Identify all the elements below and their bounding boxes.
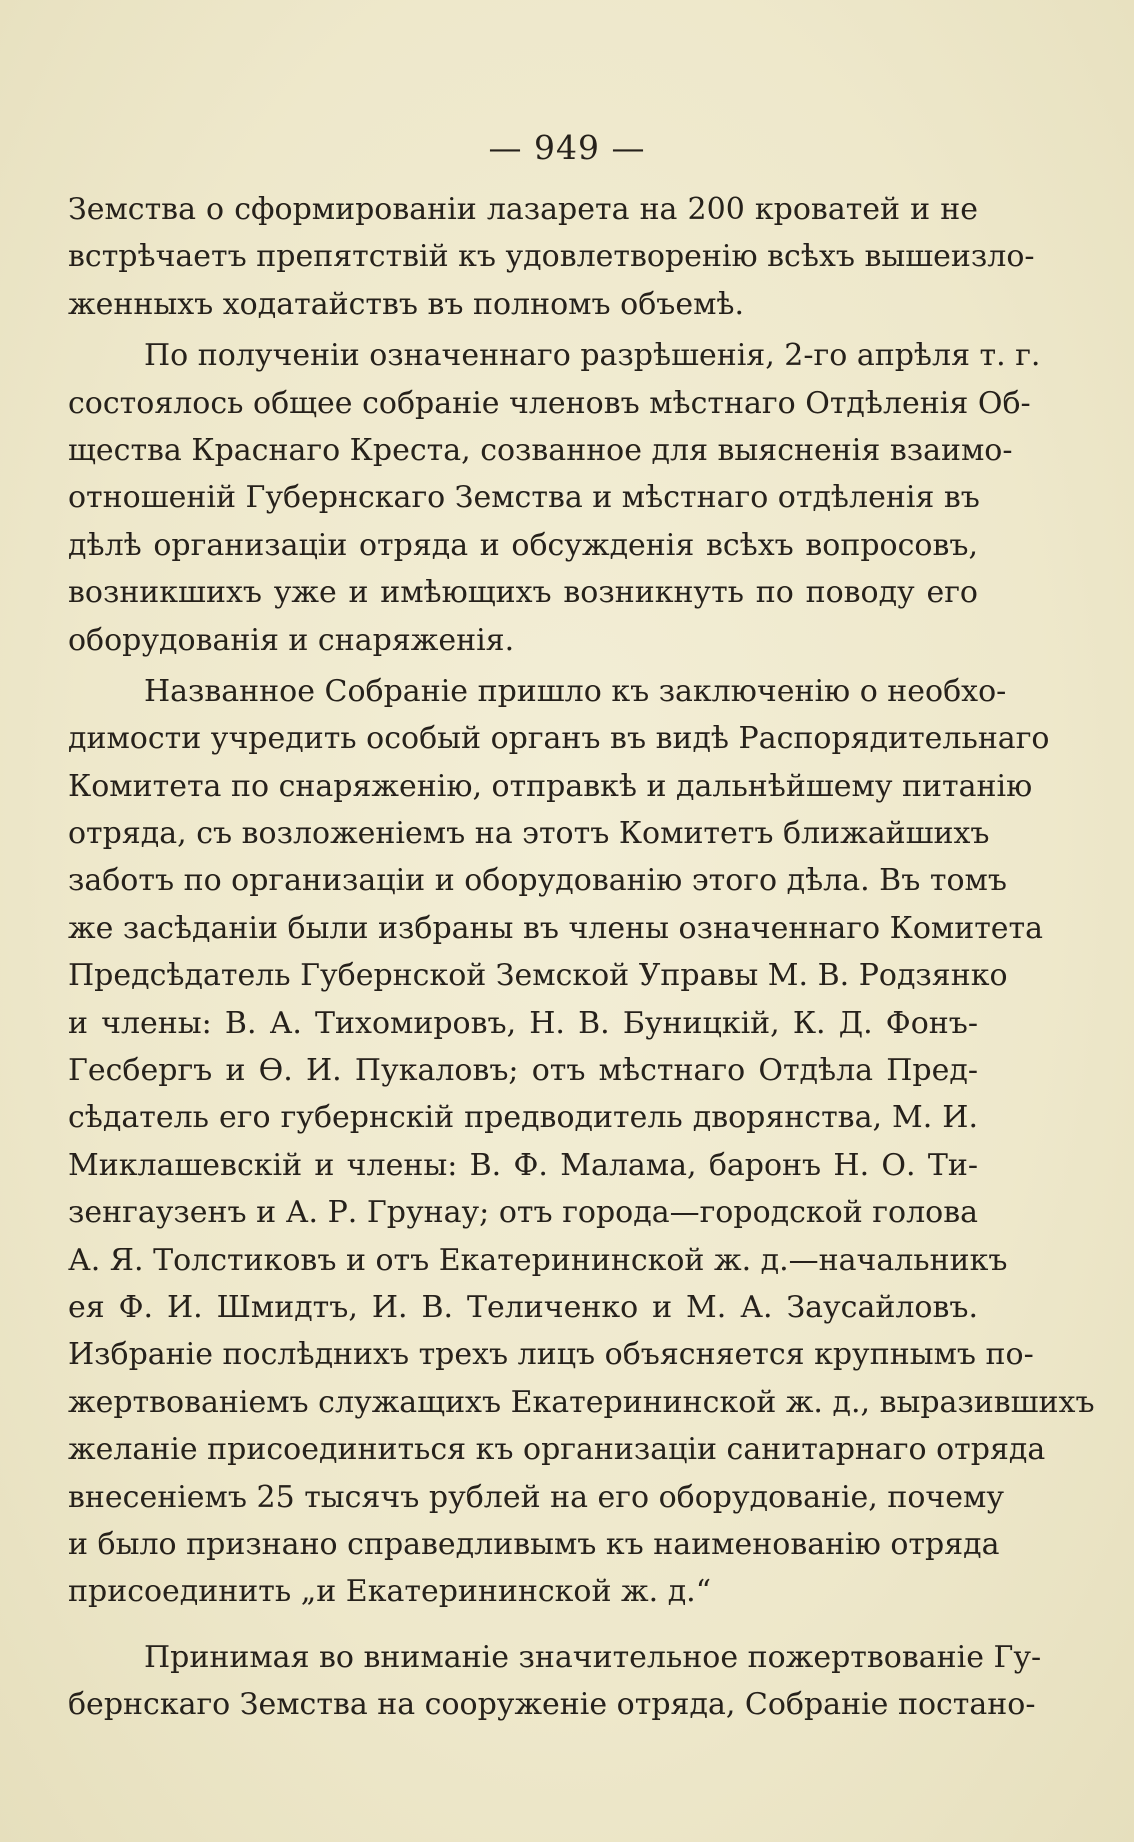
text-line: Названное Собраніе пришло къ заключенію о необхо- xyxy=(144,673,1007,709)
text-line: Миклашевскій и члены: В. Ф. Малама, баронъ Н. О. Ти- xyxy=(68,1147,978,1183)
text-line: щества Краснаго Креста, созванное для выясненія взаимо- xyxy=(68,432,1013,468)
text-line: бернскаго Земства на сооруженіе отряда, Собраніе постано- xyxy=(68,1687,1036,1723)
text-line: Избраніе послѣднихъ трехъ лицъ объясняется крупнымъ по- xyxy=(68,1337,1034,1373)
text-line: возникшихъ уже и имѣющихъ возникнуть по поводу его xyxy=(68,575,978,611)
page-number: — 949 — xyxy=(488,128,646,167)
text-line: Земства о сформированіи лазарета на 200 кроватей и не xyxy=(68,192,978,227)
text-line: дѣлѣ организаціи отряда и обсужденія всѣхъ вопросовъ, xyxy=(68,527,978,563)
text-line: внесеніемъ 25 тысячъ рублей на его оборудованіе, почему xyxy=(68,1479,1005,1515)
text-line: состоялось общее собраніе членовъ мѣстнаго Отдѣленія Об- xyxy=(68,385,1031,421)
text-line: зенгаузенъ и А. Р. Грунау; отъ города—городской голова xyxy=(68,1195,978,1231)
text-line: заботъ по организаціи и оборудованію этого дѣла. Въ томъ xyxy=(68,863,1007,899)
text-line: желаніе присоединиться къ организаціи санитарнаго отряда xyxy=(68,1432,1046,1468)
text-line: ея Ф. И. Шмидтъ, И. В. Теличенко и М. А. Заусайловъ. xyxy=(68,1289,978,1325)
text-line: Комитета по снаряженію, отправкѣ и дальнѣйшему питанію xyxy=(68,768,1033,804)
text-line: и было признано справедливымъ къ наименованію отряда xyxy=(68,1526,1000,1562)
text-line: жертвованіемъ служащихъ Екатерининской ж. д., выразившихъ xyxy=(68,1384,1095,1420)
text-line: Гесбергъ и Ѳ. И. Пукаловъ; отъ мѣстнаго Отдѣла Пред- xyxy=(68,1053,978,1089)
text-line: присоединить „и Екатерининской ж. д.“ xyxy=(68,1574,712,1610)
text-line: Принимая во вниманіе значительное пожертвованіе Гу- xyxy=(144,1639,1042,1675)
text-line: По полученіи означеннаго разрѣшенія, 2-го апрѣля т. г. xyxy=(144,338,1041,374)
text-line: сѣдатель его губернскій предводитель дворянства, М. И. xyxy=(68,1100,978,1136)
text-line: встрѣчаетъ препятствій къ удовлетворенію всѣхъ вышеизло- xyxy=(68,239,1035,275)
text-line: димости учредить особый органъ въ видѣ Распорядительнаго xyxy=(68,721,1050,757)
body-text xyxy=(68,186,1095,1729)
text-line: отношеній Губернскаго Земства и мѣстнаго отдѣленія въ xyxy=(68,480,980,516)
text-line: отряда, съ возложеніемъ на этотъ Комитетъ ближайшихъ xyxy=(68,816,990,852)
text-line: оборудованія и снаряженія. xyxy=(68,622,515,658)
text-line: и члены: В. А. Тихомировъ, Н. В. Буницкій, К. Д. Фонъ- xyxy=(68,1005,978,1041)
text-line: же засѣданіи были избраны въ члены означеннаго Комитета xyxy=(68,910,1044,946)
text-line: А. Я. Толстиковъ и отъ Екатерининской ж. д.—начальникъ xyxy=(68,1242,1008,1278)
text-line: Предсѣдатель Губернской Земской Управы М. В. Родзянко xyxy=(68,958,1008,994)
text-line: женныхъ ходатайствъ въ полномъ объемѣ. xyxy=(68,286,745,322)
